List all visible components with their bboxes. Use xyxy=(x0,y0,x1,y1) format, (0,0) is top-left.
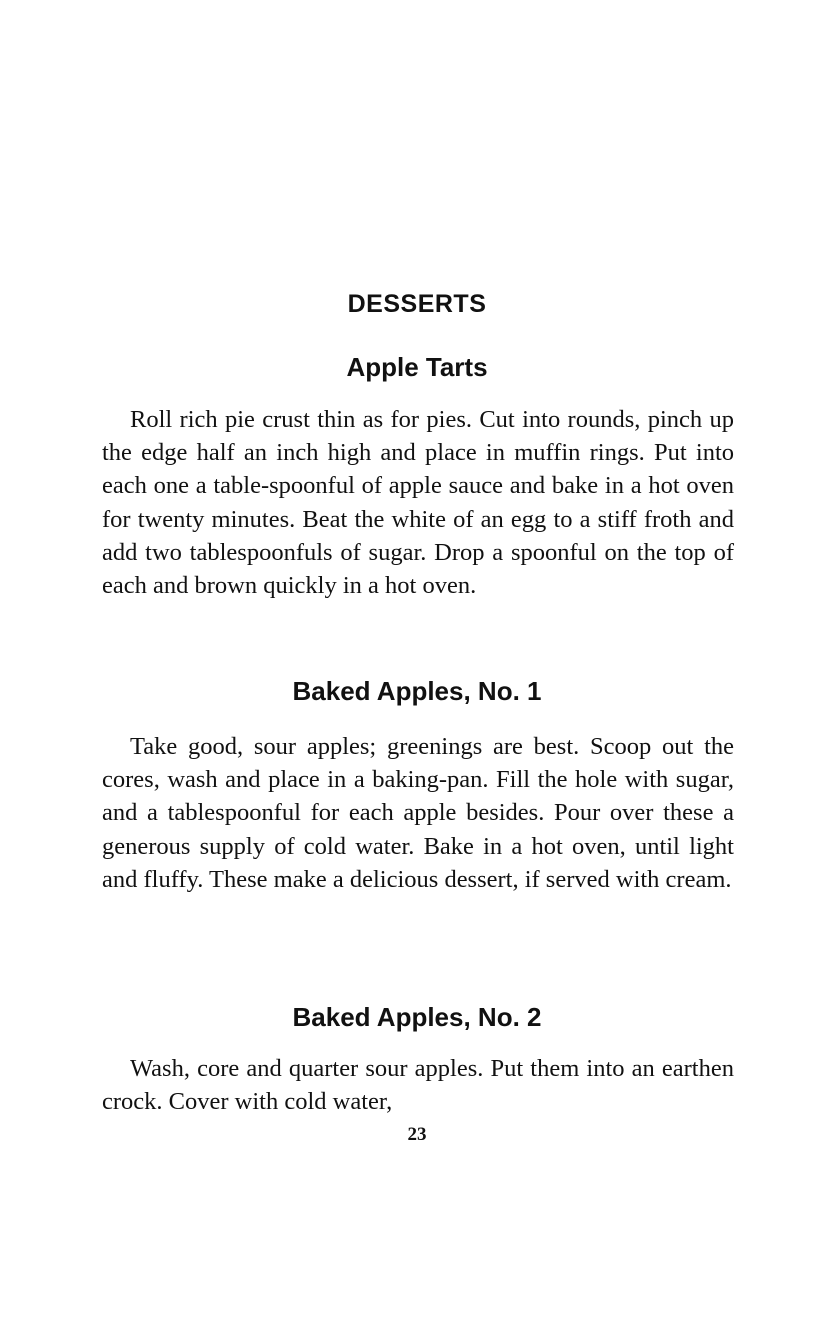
recipe-body-baked-apples-1: Take good, sour apples; greenings are best. Scoop out the cores, wash and place in a baking-pan. Fill the hole with sugar, and a tablespoonful for each apple besides. Pour over these a generous supply of cold water. Bake in a hot oven, until light and fluffy. These make a delicious dessert, if served with cream. xyxy=(102,733,734,893)
recipe-title-baked-apples-1: Baked Apples, No. 1 xyxy=(292,676,542,706)
recipe-body-baked-apples-2: Wash, core and quarter sour apples. Put them into an earthen crock. Cover with cold water, xyxy=(102,1055,734,1116)
recipe-body-apple-tarts: Roll rich pie crust thin as for pies. Cut into rounds, pinch up the edge half an inch high and place in muffin rings. Put into each one a table-spoonful of apple sauce and bake in a hot oven for twenty minutes. Beat the white of an egg to a stiff froth and add two tablespoonfuls of sugar. Drop a spoonful on the top of each and brown quickly in a hot oven. xyxy=(102,406,734,600)
section-title: DESSERTS xyxy=(347,290,487,318)
recipe-title-baked-apples-2: Baked Apples, No. 2 xyxy=(292,1002,542,1032)
recipe-title-apple-tarts: Apple Tarts xyxy=(346,352,488,382)
page-number: 23 xyxy=(407,1124,427,1145)
